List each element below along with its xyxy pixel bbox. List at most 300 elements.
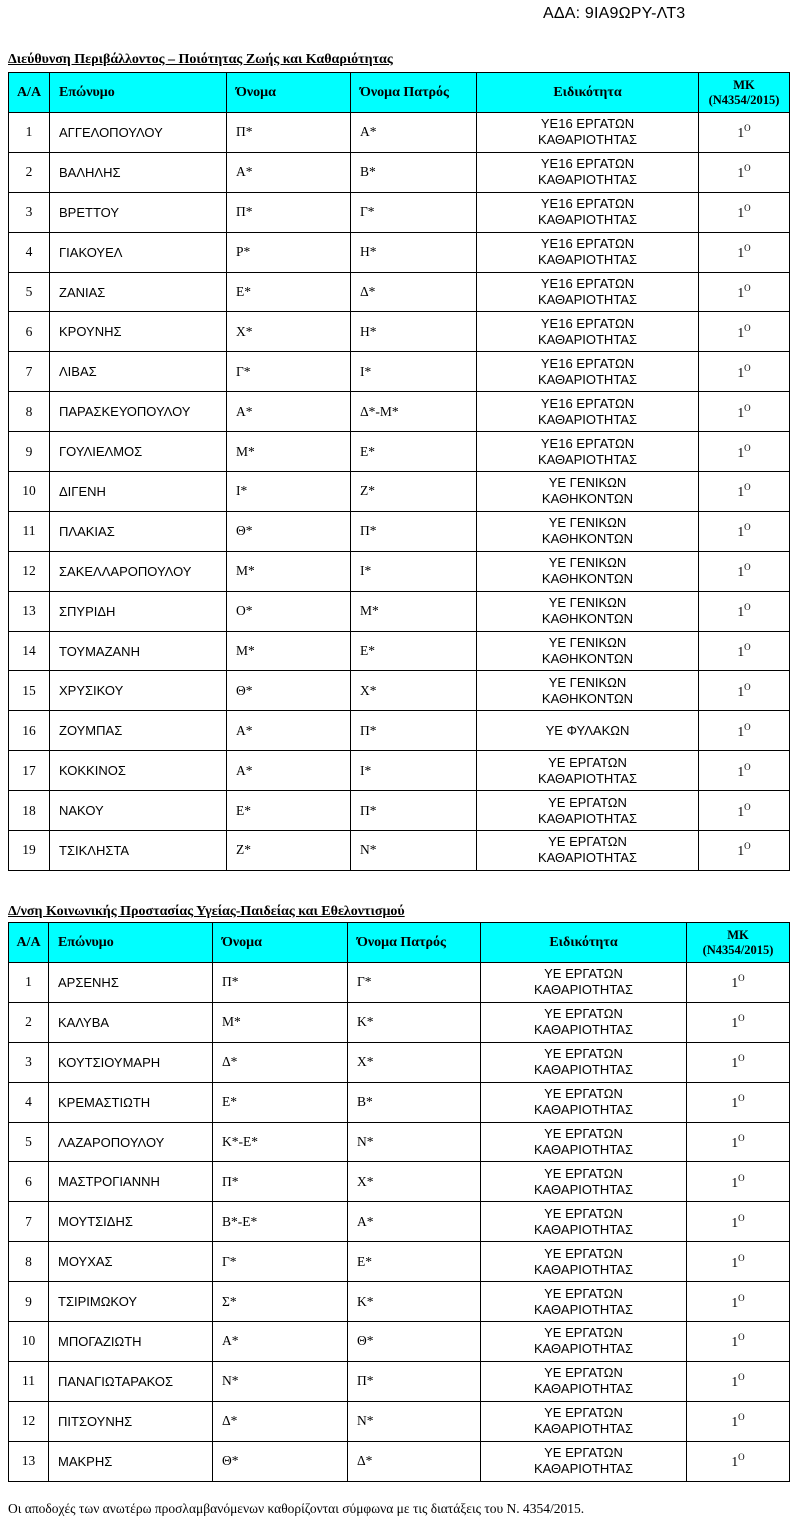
- table-row: [9, 1122, 790, 1162]
- cell-mk: [699, 232, 790, 272]
- specialty-line2: ΚΑΘΑΡΙΟΤΗΤΑΣ: [537, 292, 638, 307]
- cell-name: Α*: [227, 152, 351, 192]
- mk-superscript: Ο: [738, 1013, 745, 1024]
- cell-mk: [687, 1082, 790, 1122]
- cell-specialty: [481, 1162, 687, 1202]
- mk-superscript: Ο: [744, 322, 751, 333]
- cell-mk: [687, 1282, 790, 1322]
- cell-aa: 2: [9, 152, 50, 192]
- cell-specialty: [477, 671, 699, 711]
- cell-mk: [687, 1361, 790, 1401]
- cell-name: Θ*: [227, 511, 351, 551]
- cell-mk: [699, 711, 790, 751]
- cell-surname: ΑΓΓΕΛΟΠΟΥΛΟΥ: [50, 113, 227, 153]
- mk-superscript: Ο: [738, 1252, 745, 1263]
- cell-specialty: [477, 711, 699, 751]
- table-row: [9, 1162, 790, 1202]
- cell-aa: 3: [9, 192, 50, 232]
- cell-specialty: [481, 1042, 687, 1082]
- cell-name: Α*: [227, 711, 351, 751]
- specialty-line2: ΚΑΘΑΡΙΟΤΗΤΑΣ: [533, 1261, 634, 1277]
- specialty-line2: ΚΑΘΑΡΙΟΤΗΤΑΣ: [537, 770, 638, 786]
- specialty-line1: ΥΕ ΕΡΓΑΤΩΝ: [544, 1245, 623, 1261]
- mk-value: 1: [737, 404, 745, 420]
- cell-surname: ΛΙΒΑΣ: [50, 352, 227, 392]
- ada-code: ΑΔΑ: 9ΙΑ9ΩΡΥ-ΛΤ3: [543, 5, 686, 22]
- cell-name: Δ*: [213, 1042, 348, 1082]
- specialty-line1: ΥΕ ΕΡΓΑΤΩΝ: [544, 1126, 623, 1141]
- cell-name: Π*: [213, 963, 348, 1003]
- mk-superscript: Ο: [744, 163, 751, 174]
- cell-specialty: [477, 791, 699, 831]
- mk-superscript: Ο: [738, 1172, 745, 1183]
- cell-father: Ι*: [351, 352, 477, 392]
- cell-name: Γ*: [227, 352, 351, 392]
- cell-name: Ζ*: [227, 831, 351, 871]
- cell-surname: ΚΡΟΥΝΗΣ: [50, 312, 227, 352]
- cell-mk: [687, 1202, 790, 1242]
- specialty-line2: ΚΑΘΑΡΙΟΤΗΤΑΣ: [533, 1341, 634, 1357]
- specialty-line2: ΚΑΘΗΚΟΝΤΩΝ: [541, 491, 634, 507]
- cell-name: Α*: [227, 751, 351, 791]
- cell-mk: [699, 152, 790, 192]
- table-row: [9, 711, 790, 751]
- cell-name: Σ*: [213, 1282, 348, 1322]
- specialty-line1: ΥΕ ΕΡΓΑΤΩΝ: [548, 754, 627, 770]
- cell-mk: [699, 591, 790, 631]
- specialty-line1: ΥΕ ΕΡΓΑΤΩΝ: [544, 1086, 623, 1102]
- cell-specialty: [477, 591, 699, 631]
- specialty-line1: ΥΕ ΕΡΓΑΤΩΝ: [548, 794, 627, 810]
- cell-mk: [699, 432, 790, 472]
- cell-father: Ε*: [351, 432, 477, 472]
- specialty-line2: ΚΑΘΑΡΙΟΤΗΤΑΣ: [537, 810, 638, 826]
- table-row: [9, 963, 790, 1003]
- cell-surname: ΒΡΕΤΤΟΥ: [50, 192, 227, 232]
- specialty-line2: ΚΑΘΑΡΙΟΤΗΤΑΣ: [537, 451, 638, 467]
- cell-specialty: [477, 392, 699, 432]
- cell-mk: [699, 392, 790, 432]
- table-row: [9, 791, 790, 831]
- header-aa: Α/Α: [9, 73, 50, 113]
- table-row: [9, 1322, 790, 1362]
- header-mk-line1: ΜΚ: [733, 77, 755, 92]
- cell-specialty: [477, 312, 699, 352]
- cell-surname: ΠΑΝΑΓΙΩΤΑΡΑΚΟΣ: [49, 1361, 213, 1401]
- mk-value: 1: [737, 763, 745, 779]
- section-title-environment: Διεύθυνση Περιβάλλοντος – Ποιότητας Ζωής και Καθαριότητας: [8, 52, 393, 67]
- specialty-line2: ΚΑΘΑΡΙΟΤΗΤΑΣ: [533, 1181, 634, 1197]
- cell-surname: ΓΟΥΛΙΕΛΜΟΣ: [50, 432, 227, 472]
- table-row: [9, 1401, 790, 1441]
- mk-superscript: Ο: [744, 482, 751, 493]
- header-mk: [687, 923, 790, 963]
- mk-superscript: Ο: [744, 801, 751, 812]
- cell-surname: ΜΑΚΡΗΣ: [49, 1441, 213, 1481]
- mk-value: 1: [737, 165, 745, 181]
- cell-father: Π*: [351, 791, 477, 831]
- cell-name: Α*: [227, 392, 351, 432]
- header-name: Όνομα: [213, 923, 348, 963]
- cell-specialty: [477, 432, 699, 472]
- cell-surname: ΝΑΚΟΥ: [50, 791, 227, 831]
- cell-name: Ο*: [227, 591, 351, 631]
- header-father: Όνομα Πατρός: [348, 923, 481, 963]
- mk-value: 1: [737, 125, 745, 141]
- cell-surname: ΣΑΚΕΛΛΑΡΟΠΟΥΛΟΥ: [50, 551, 227, 591]
- mk-superscript: Ο: [738, 1452, 745, 1463]
- cell-specialty: [481, 1002, 687, 1042]
- cell-mk: [699, 671, 790, 711]
- cell-mk: [699, 312, 790, 352]
- cell-name: Μ*: [227, 631, 351, 671]
- mk-value: 1: [737, 444, 745, 460]
- table-row: [9, 152, 790, 192]
- specialty-line1: ΥΕ16 ΕΡΓΑΤΩΝ: [540, 196, 635, 212]
- mk-value: 1: [737, 803, 745, 819]
- cell-mk: [699, 192, 790, 232]
- cell-mk: [699, 751, 790, 791]
- table-row: [9, 192, 790, 232]
- specialty-line2: ΚΑΘΗΚΟΝΤΩΝ: [541, 651, 634, 667]
- cell-father: Ν*: [351, 831, 477, 871]
- cell-father: Ι*: [351, 751, 477, 791]
- cell-mk: [699, 791, 790, 831]
- specialty-line1: ΥΕ16 ΕΡΓΑΤΩΝ: [540, 395, 635, 411]
- specialty-line1: ΥΕ ΓΕΝΙΚΩΝ: [548, 635, 627, 651]
- cell-specialty: [481, 1122, 687, 1162]
- specialty-line1: ΥΕ ΓΕΝΙΚΩΝ: [548, 555, 627, 571]
- mk-superscript: Ο: [744, 402, 751, 413]
- mk-superscript: Ο: [738, 1133, 745, 1143]
- cell-mk: [699, 472, 790, 512]
- cell-father: Π*: [351, 711, 477, 751]
- mk-value: 1: [731, 1454, 739, 1470]
- table-row: [9, 1082, 790, 1122]
- cell-mk: [687, 1042, 790, 1082]
- cell-name: Ρ*: [227, 232, 351, 272]
- mk-value: 1: [731, 1095, 739, 1111]
- cell-specialty: [477, 551, 699, 591]
- table-row: [9, 1042, 790, 1082]
- mk-value: 1: [731, 1055, 739, 1071]
- specialty-line1: ΥΕ ΕΡΓΑΤΩΝ: [544, 1046, 623, 1062]
- cell-mk: [699, 631, 790, 671]
- cell-surname: ΣΠΥΡΙΔΗ: [50, 591, 227, 631]
- cell-aa: 14: [9, 631, 50, 671]
- cell-father: Δ*-Μ*: [351, 392, 477, 432]
- cell-father: Γ*: [351, 192, 477, 232]
- cell-father: Α*: [348, 1202, 481, 1242]
- cell-mk: [687, 1162, 790, 1202]
- cell-specialty: [481, 1282, 687, 1322]
- cell-surname: ΑΡΣΕΝΗΣ: [49, 963, 213, 1003]
- cell-mk: [699, 272, 790, 312]
- mk-superscript: Ο: [744, 761, 751, 772]
- mk-superscript: Ο: [738, 1292, 745, 1303]
- cell-father: Θ*: [348, 1322, 481, 1362]
- specialty-line2: ΚΑΘΑΡΙΟΤΗΤΑΣ: [533, 1461, 634, 1477]
- table-row: [9, 591, 790, 631]
- table-row: [9, 472, 790, 512]
- specialty-line1: ΥΕ ΕΡΓΑΤΩΝ: [544, 1285, 623, 1301]
- cell-specialty: [481, 1441, 687, 1481]
- mk-superscript: Ο: [744, 123, 751, 134]
- cell-name: Ε*: [227, 272, 351, 312]
- mk-superscript: Ο: [744, 642, 751, 653]
- cell-father: Β*: [351, 152, 477, 192]
- cell-specialty: [481, 1082, 687, 1122]
- cell-mk: [687, 1401, 790, 1441]
- specialty-line2: ΚΑΘΑΡΙΟΤΗΤΑΣ: [537, 252, 638, 268]
- cell-father: Π*: [348, 1361, 481, 1401]
- header-name: Όνομα: [227, 73, 351, 113]
- table-row: [9, 551, 790, 591]
- table-row: [9, 232, 790, 272]
- cell-specialty: [481, 1242, 687, 1282]
- header-aa: Α/Α: [9, 923, 49, 963]
- cell-specialty: [477, 631, 699, 671]
- cell-surname: ΛΑΖΑΡΟΠΟΥΛΟΥ: [49, 1122, 213, 1162]
- cell-mk: [699, 352, 790, 392]
- header-mk-line2: (Ν4354/2015): [708, 92, 780, 107]
- cell-surname: ΠΙΤΣΟΥΝΗΣ: [49, 1401, 213, 1441]
- header-specialty: Ειδικότητα: [477, 73, 699, 113]
- table-social: [8, 922, 790, 1482]
- mk-value: 1: [737, 245, 745, 261]
- specialty-line2: ΚΑΘΑΡΙΟΤΗΤΑΣ: [533, 1421, 634, 1437]
- mk-value: 1: [731, 1334, 739, 1350]
- mk-value: 1: [731, 1015, 739, 1031]
- cell-specialty: [477, 831, 699, 871]
- cell-name: Ε*: [227, 791, 351, 831]
- table-header-row: [9, 73, 790, 113]
- cell-specialty: [477, 751, 699, 791]
- cell-father: Ν*: [348, 1401, 481, 1441]
- table-row: [9, 671, 790, 711]
- cell-aa: 15: [9, 671, 50, 711]
- cell-specialty: [477, 511, 699, 551]
- cell-aa: 12: [9, 1401, 49, 1441]
- mk-superscript: Ο: [738, 973, 745, 984]
- table-row: [9, 272, 790, 312]
- mk-superscript: Ο: [744, 243, 751, 254]
- specialty-line1: ΥΕ ΕΡΓΑΤΩΝ: [544, 1405, 623, 1421]
- table-row: [9, 1441, 790, 1481]
- header-mk-line2: (Ν4354/2015): [702, 942, 774, 957]
- table-row: [9, 392, 790, 432]
- mk-value: 1: [737, 484, 745, 500]
- cell-aa: 4: [9, 1082, 49, 1122]
- cell-name: Χ*: [227, 312, 351, 352]
- mk-value: 1: [731, 1174, 739, 1190]
- mk-value: 1: [737, 843, 745, 859]
- specialty-line1: ΥΕ ΕΡΓΑΤΩΝ: [544, 966, 623, 982]
- cell-name: Π*: [213, 1162, 348, 1202]
- specialty-line2: ΚΑΘΑΡΙΟΤΗΤΑΣ: [533, 1221, 634, 1237]
- specialty-line2: ΚΑΘΑΡΙΟΤΗΤΑΣ: [537, 411, 638, 427]
- table-row: [9, 113, 790, 153]
- cell-father: Ζ*: [351, 472, 477, 512]
- table-row: [9, 1361, 790, 1401]
- header-mk-line1: ΜΚ: [727, 927, 749, 942]
- cell-aa: 16: [9, 711, 50, 751]
- cell-aa: 19: [9, 831, 50, 871]
- cell-aa: 18: [9, 791, 50, 831]
- cell-father: Χ*: [351, 671, 477, 711]
- cell-mk: [687, 1441, 790, 1481]
- mk-value: 1: [737, 604, 745, 620]
- cell-mk: [687, 1002, 790, 1042]
- cell-surname: ΖΑΝΙΑΣ: [50, 272, 227, 312]
- cell-father: Ι*: [351, 551, 477, 591]
- cell-aa: 11: [9, 1361, 49, 1401]
- cell-aa: 8: [9, 392, 50, 432]
- cell-specialty: [477, 152, 699, 192]
- cell-father: Π*: [351, 511, 477, 551]
- cell-name: Θ*: [213, 1441, 348, 1481]
- cell-specialty: [481, 1361, 687, 1401]
- cell-surname: ΖΟΥΜΠΑΣ: [50, 711, 227, 751]
- mk-value: 1: [737, 723, 745, 739]
- cell-surname: ΤΣΙΚΛΗΣΤΑ: [50, 831, 227, 871]
- cell-father: Δ*: [348, 1441, 481, 1481]
- cell-specialty: [481, 963, 687, 1003]
- mk-value: 1: [731, 1214, 739, 1230]
- mk-superscript: Ο: [738, 1332, 745, 1343]
- cell-father: Δ*: [351, 272, 477, 312]
- cell-name: Π*: [227, 192, 351, 232]
- cell-aa: 2: [9, 1002, 49, 1042]
- cell-father: Η*: [351, 232, 477, 272]
- cell-name: Κ*-Ε*: [213, 1122, 348, 1162]
- specialty-line2: ΚΑΘΑΡΙΟΤΗΤΑΣ: [533, 1142, 634, 1157]
- mk-value: 1: [737, 324, 745, 340]
- table-row: [9, 631, 790, 671]
- cell-mk: [699, 831, 790, 871]
- cell-father: Κ*: [348, 1282, 481, 1322]
- cell-surname: ΓΙΑΚΟΥΕΛ: [50, 232, 227, 272]
- mk-value: 1: [737, 285, 745, 300]
- cell-specialty: [481, 1401, 687, 1441]
- specialty-line1: ΥΕ16 ΕΡΓΑΤΩΝ: [540, 116, 635, 132]
- cell-mk: [687, 963, 790, 1003]
- mk-superscript: Ο: [744, 522, 751, 533]
- cell-name: Μ*: [227, 432, 351, 472]
- specialty-line2: ΚΑΘΑΡΙΟΤΗΤΑΣ: [533, 1102, 634, 1118]
- mk-superscript: Ο: [738, 1412, 745, 1423]
- cell-aa: 9: [9, 1282, 49, 1322]
- cell-aa: 4: [9, 232, 50, 272]
- specialty-line2: ΚΑΘΑΡΙΟΤΗΤΑΣ: [537, 172, 638, 188]
- specialty-line1: ΥΕ ΕΡΓΑΤΩΝ: [544, 1205, 623, 1221]
- mk-value: 1: [737, 205, 745, 221]
- mk-superscript: Ο: [738, 1053, 745, 1064]
- cell-father: Α*: [351, 113, 477, 153]
- specialty-line2: ΚΑΘΗΚΟΝΤΩΝ: [541, 531, 634, 547]
- specialty-line1: ΥΕ ΦΥΛΑΚΩΝ: [545, 722, 630, 738]
- cell-surname: ΜΑΣΤΡΟΓΙΑΝΝΗ: [49, 1162, 213, 1202]
- cell-specialty: [477, 113, 699, 153]
- table-row: [9, 1202, 790, 1242]
- table-row: [9, 312, 790, 352]
- mk-superscript: Ο: [744, 681, 751, 692]
- cell-aa: 5: [9, 1122, 49, 1162]
- specialty-line1: ΥΕ16 ΕΡΓΑΤΩΝ: [540, 236, 635, 252]
- cell-aa: 6: [9, 312, 50, 352]
- specialty-line2: ΚΑΘΗΚΟΝΤΩΝ: [541, 690, 634, 706]
- cell-aa: 12: [9, 551, 50, 591]
- cell-specialty: [481, 1202, 687, 1242]
- mk-value: 1: [731, 1374, 739, 1390]
- cell-aa: 10: [9, 472, 50, 512]
- cell-father: Μ*: [351, 591, 477, 631]
- cell-name: Ν*: [213, 1361, 348, 1401]
- cell-surname: ΜΟΥΤΣΙΔΗΣ: [49, 1202, 213, 1242]
- cell-aa: 5: [9, 272, 50, 312]
- specialty-line1: ΥΕ ΕΡΓΑΤΩΝ: [548, 834, 627, 850]
- specialty-line1: ΥΕ ΕΡΓΑΤΩΝ: [544, 1325, 623, 1341]
- specialty-line2: ΚΑΘΑΡΙΟΤΗΤΑΣ: [533, 1381, 634, 1397]
- cell-father: Ε*: [348, 1242, 481, 1282]
- header-surname: Επώνυμο: [50, 73, 227, 113]
- table-row: [9, 1242, 790, 1282]
- cell-aa: 9: [9, 432, 50, 472]
- specialty-line2: ΚΑΘΑΡΙΟΤΗΤΑΣ: [533, 1062, 634, 1078]
- specialty-line2: ΚΑΘΑΡΙΟΤΗΤΑΣ: [533, 1301, 634, 1317]
- cell-name: Ε*: [213, 1082, 348, 1122]
- cell-mk: [699, 511, 790, 551]
- table-environment: [8, 72, 790, 871]
- cell-name: Α*: [213, 1322, 348, 1362]
- table-row: [9, 831, 790, 871]
- cell-surname: ΚΡΕΜΑΣΤΙΩΤΗ: [49, 1082, 213, 1122]
- cell-specialty: [477, 192, 699, 232]
- specialty-line1: ΥΕ16 ΕΡΓΑΤΩΝ: [540, 355, 635, 371]
- cell-name: Δ*: [213, 1401, 348, 1441]
- cell-name: Γ*: [213, 1242, 348, 1282]
- cell-name: Μ*: [213, 1002, 348, 1042]
- cell-surname: ΜΟΥΧΑΣ: [49, 1242, 213, 1282]
- table-header-row: [9, 923, 790, 963]
- mk-superscript: Ο: [744, 283, 751, 293]
- cell-mk: [687, 1322, 790, 1362]
- cell-father: Η*: [351, 312, 477, 352]
- cell-specialty: [477, 272, 699, 312]
- mk-superscript: Ο: [738, 1212, 745, 1223]
- mk-value: 1: [731, 1254, 739, 1270]
- cell-surname: ΤΣΙΡΙΜΩΚΟΥ: [49, 1282, 213, 1322]
- cell-mk: [687, 1122, 790, 1162]
- footer-note: Οι αποδοχές των ανωτέρω προσλαμβανόμενων καθορίζονται σύμφωνα με τις διατάξεις του Ν. 4354/2015.: [8, 1501, 585, 1516]
- specialty-line1: ΥΕ16 ΕΡΓΑΤΩΝ: [540, 435, 635, 451]
- mk-value: 1: [731, 1135, 739, 1150]
- mk-superscript: Ο: [738, 1093, 745, 1104]
- cell-name: Μ*: [227, 551, 351, 591]
- cell-father: Ν*: [348, 1122, 481, 1162]
- specialty-line2: ΚΑΘΗΚΟΝΤΩΝ: [541, 611, 634, 627]
- cell-father: Χ*: [348, 1162, 481, 1202]
- specialty-line2: ΚΑΘΑΡΙΟΤΗΤΑΣ: [533, 1022, 634, 1038]
- table-row: [9, 432, 790, 472]
- specialty-line1: ΥΕ ΓΕΝΙΚΩΝ: [548, 515, 627, 531]
- mk-value: 1: [731, 1414, 739, 1430]
- cell-surname: ΠΑΡΑΣΚΕΥΟΠΟΥΛΟΥ: [50, 392, 227, 432]
- cell-mk: [687, 1242, 790, 1282]
- cell-name: Π*: [227, 113, 351, 153]
- cell-surname: ΜΠΟΓΑΖΙΩΤΗ: [49, 1322, 213, 1362]
- cell-surname: ΠΛΑΚΙΑΣ: [50, 511, 227, 551]
